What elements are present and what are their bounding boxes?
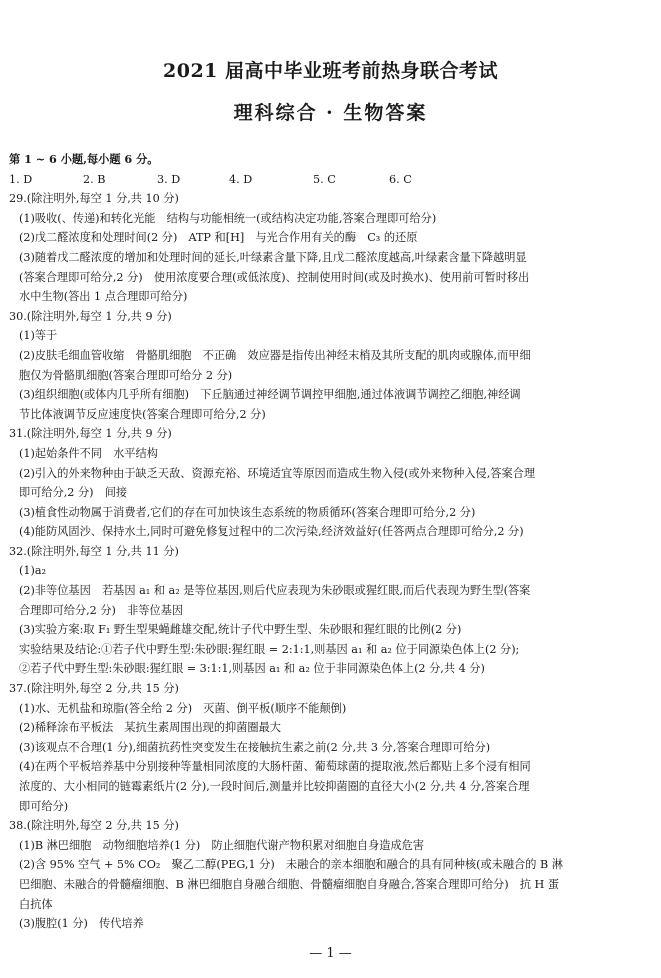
answer-line: (2)戊二醛浓度和处理时间(2 分) ATP 和[H] 与光合作用有关的酶 C₃ 的还原 <box>19 231 418 245</box>
answer-line: (2)引入的外来物种由于缺乏天敌、资源充裕、环境适宜等原因而造成生物入侵(或外来物种入侵,答案合理 <box>19 466 536 480</box>
page-number: — 1 — <box>309 946 352 961</box>
answer-line: (2)稀释涂布平板法 某抗生素周围出现的抑菌圈最大 <box>19 721 281 735</box>
choice-answer: 6. C <box>389 172 412 186</box>
question-31-heading: 31.(除注明外,每空 1 分,共 9 分) <box>9 427 172 441</box>
question-32-heading: 32.(除注明外,每空 1 分,共 11 分) <box>9 544 179 558</box>
answer-line: 巴细胞、未融合的骨髓瘤细胞、B 淋巴细胞自身融合细胞、骨髓瘤细胞自身融合,答案合理即可给分) 抗 H 蛋 <box>19 877 560 891</box>
exam-subtitle: 理科综合 · 生物答案 <box>233 102 428 124</box>
answer-line: (1)a₂ <box>19 564 47 578</box>
answer-line: (1)吸收(、传递)和转化光能 结构与功能相统一(或结构决定功能,答案合理即可给分) <box>19 211 437 225</box>
answer-line: (1)B 淋巴细胞 动物细胞培养(1 分) 防止细胞代谢产物积累对细胞自身造成危害 <box>19 838 425 852</box>
answer-line: 实验结果及结论:①若子代中野生型:朱砂眼:猩红眼 = 2:1:1,则基因 a₁ 和 a₂ 位于同源染色体上(2 分); <box>19 642 520 656</box>
exam-title: 2021 届高中毕业班考前热身联合考试 <box>163 60 498 82</box>
choice-answer: 1. D <box>9 172 33 186</box>
answer-line: (3)组织细胞(或体内几乎所有细胞) 下丘脑通过神经调节调控甲细胞,通过体液调节调控乙细胞,神经调 <box>19 388 521 402</box>
answer-line: 即可给分) <box>19 799 69 813</box>
choice-answer: 5. C <box>313 172 336 186</box>
answer-line: 胞仅为骨骼肌细胞(答案合理即可给分 2 分) <box>19 368 233 382</box>
choice-answer: 4. D <box>229 172 253 186</box>
answer-line: (答案合理即可给分,2 分) 使用浓度要合理(或低浓度)、控制使用时间(或及时换水)、使用前可暂时移出 <box>19 270 530 284</box>
answer-line: (4)在两个平板培养基中分别接种等量相同浓度的大肠杆菌、葡萄球菌的提取液,然后都贴上多个浸有相同 <box>19 760 531 774</box>
answer-line: 节比体液调节反应速度快(答案合理即可给分,2 分) <box>19 407 266 421</box>
answer-line: (4)能防风固沙、保持水土,同时可避免修复过程中的二次污染,经济效益好(任答两点合理即可给分,2 分) <box>19 525 524 539</box>
answer-line: 合理即可给分,2 分) 非等位基因 <box>19 603 184 617</box>
answer-line: 浓度的、大小相同的链霉素纸片(2 分),一段时间后,测量并比较抑菌圈的直径大小(2 分,共 4 分,答案合理 <box>19 780 530 793</box>
multiple-choice-intro: 第 1 ~ 6 小题,每小题 6 分。 <box>9 152 159 166</box>
question-30-heading: 30.(除注明外,每空 1 分,共 9 分) <box>9 309 172 323</box>
choice-answer: 3. D <box>157 172 181 186</box>
answer-line: ②若子代中野生型:朱砂眼:猩红眼 = 3:1:1,则基因 a₁ 和 a₂ 位于非同源染色体上(2 分,共 4 分) <box>19 662 485 676</box>
answer-line: (2)非等位基因 若基因 a₁ 和 a₂ 是等位基因,则后代应表现为朱砂眼或猩红眼,而后代表现为野生型(答案 <box>19 584 531 598</box>
answer-line: (2)皮肤毛细血管收缩 骨骼肌细胞 不正确 效应器是指传出神经末梢及其所支配的肌肉或腺体,而甲细 <box>19 348 531 362</box>
answer-line: 即可给分,2 分) 间接 <box>19 486 128 500</box>
answer-content <box>9 150 649 934</box>
multiple-choice-answers <box>9 170 649 190</box>
answer-line: (3)腹腔(1 分) 传代培养 <box>19 917 144 931</box>
answer-line: 水中生物(答出 1 点合理即可给分) <box>19 290 188 304</box>
question-29-heading: 29.(除注明外,每空 1 分,共 10 分) <box>9 192 179 206</box>
answer-line: (1)起始条件不同 水平结构 <box>19 446 158 460</box>
question-38-heading: 38.(除注明外,每空 2 分,共 15 分) <box>9 819 179 833</box>
answer-line: (3)随着戊二醛浓度的增加和处理时间的延长,叶绿素含量下降,且戊二醛浓度越高,叶绿素含量下降越明显 <box>19 250 527 264</box>
answer-line: (3)植食性动物属于消费者,它们的存在可加快该生态系统的物质循环(答案合理即可给分,2 分) <box>19 505 476 519</box>
answer-line: (3)实验方案:取 F₁ 野生型果蝇雌雄交配,统计子代中野生型、朱砂眼和猩红眼的比例(2 分) <box>19 623 462 637</box>
question-37-heading: 37.(除注明外,每空 2 分,共 15 分) <box>9 682 179 696</box>
answer-line: 白抗体 <box>19 897 53 911</box>
answer-line: (3)该观点不合理(1 分),细菌抗药性突变发生在接触抗生素之前(2 分,共 3 分,答案合理即可给分) <box>19 740 491 754</box>
answer-line: (1)等于 <box>19 329 58 343</box>
answer-line: (1)水、无机盐和琼脂(答全给 2 分) 灭菌、倒平板(顺序不能颠倒) <box>19 701 347 715</box>
answer-line: (2)含 95% 空气 + 5% CO₂ 聚乙二醇(PEG,1 分) 未融合的亲本细胞和融合的具有同种核(或未融合的 B 淋 <box>19 858 563 872</box>
choice-answer: 2. B <box>83 172 106 186</box>
